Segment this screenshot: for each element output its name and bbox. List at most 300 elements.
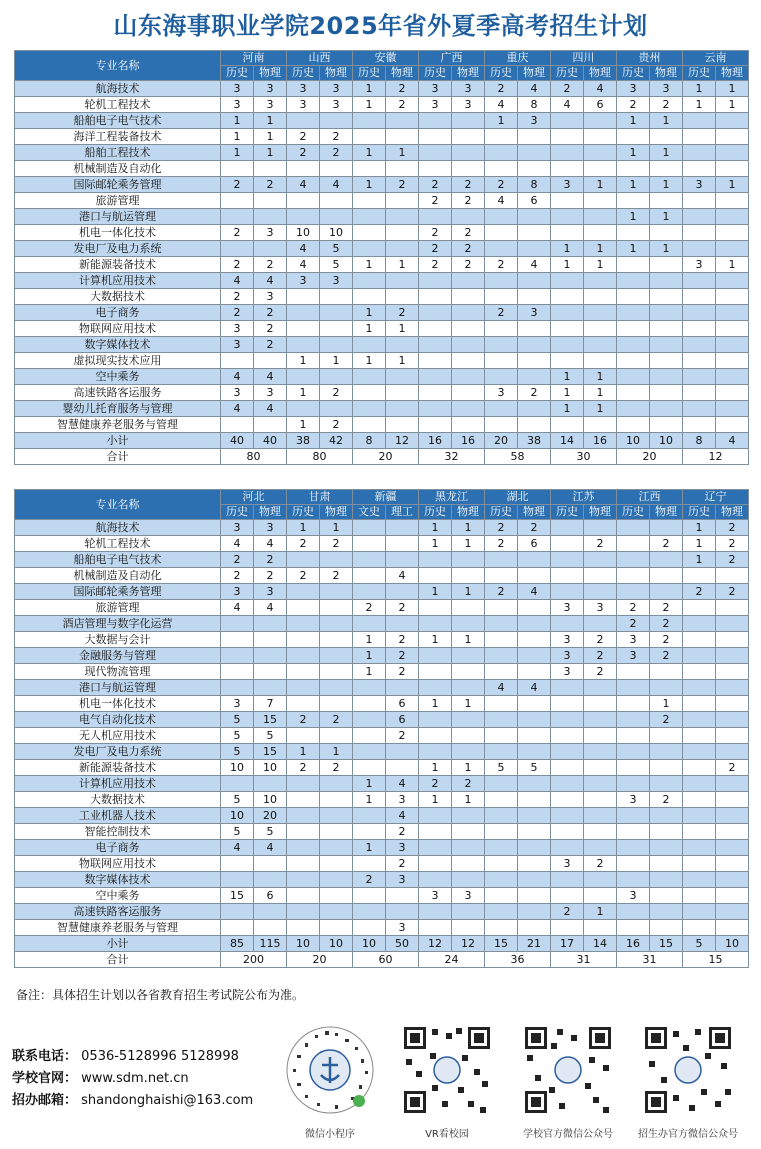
quota-cell bbox=[518, 369, 551, 385]
quota-cell bbox=[254, 241, 287, 257]
quota-cell bbox=[254, 680, 287, 696]
quota-cell: 3 bbox=[320, 97, 353, 113]
quota-cell: 1 bbox=[617, 113, 650, 129]
quota-cell: 2 bbox=[617, 600, 650, 616]
quota-cell: 4 bbox=[386, 776, 419, 792]
quota-cell bbox=[452, 856, 485, 872]
quota-cell bbox=[419, 209, 452, 225]
quota-cell bbox=[320, 632, 353, 648]
subtotal-label: 小计 bbox=[15, 936, 221, 952]
table-row bbox=[15, 81, 749, 97]
quota-cell: 3 bbox=[650, 81, 683, 97]
subtotal-cell: 85 bbox=[221, 936, 254, 952]
quota-cell bbox=[551, 129, 584, 145]
table-row bbox=[15, 760, 749, 776]
quota-cell bbox=[287, 321, 320, 337]
quota-cell bbox=[353, 920, 386, 936]
website-value[interactable]: www.sdm.net.cn bbox=[81, 1071, 189, 1086]
major-name: 无人机应用技术 bbox=[15, 728, 221, 744]
quota-cell bbox=[452, 808, 485, 824]
quota-cell bbox=[716, 824, 749, 840]
quota-cell bbox=[287, 664, 320, 680]
quota-cell bbox=[419, 145, 452, 161]
major-name: 海洋工程装备技术 bbox=[15, 129, 221, 145]
quota-cell bbox=[683, 888, 716, 904]
quota-cell: 2 bbox=[287, 568, 320, 584]
quota-cell: 1 bbox=[353, 321, 386, 337]
quota-cell: 4 bbox=[386, 568, 419, 584]
quota-cell: 1 bbox=[353, 776, 386, 792]
quota-cell bbox=[617, 840, 650, 856]
quota-cell bbox=[386, 241, 419, 257]
province-header: 辽宁 bbox=[683, 490, 749, 505]
footnote: 备注：具体招生计划以各省教育招生考试院公布为准。 bbox=[16, 988, 305, 1002]
quota-cell bbox=[419, 353, 452, 369]
quota-cell: 3 bbox=[254, 225, 287, 241]
quota-cell: 2 bbox=[419, 177, 452, 193]
quota-cell: 2 bbox=[320, 760, 353, 776]
quota-cell: 10 bbox=[221, 808, 254, 824]
major-name-header: 专业名称 bbox=[15, 51, 221, 81]
quota-cell bbox=[221, 904, 254, 920]
quota-cell bbox=[221, 632, 254, 648]
table-row bbox=[15, 808, 749, 824]
quota-cell: 1 bbox=[650, 209, 683, 225]
quota-cell bbox=[551, 920, 584, 936]
quota-cell bbox=[386, 209, 419, 225]
quota-cell: 3 bbox=[551, 177, 584, 193]
quota-cell bbox=[617, 161, 650, 177]
quota-cell bbox=[452, 744, 485, 760]
quota-cell bbox=[419, 808, 452, 824]
quota-cell: 1 bbox=[353, 145, 386, 161]
subtotal-cell: 20 bbox=[485, 433, 518, 449]
table-row bbox=[15, 776, 749, 792]
major-name: 数字媒体技术 bbox=[15, 872, 221, 888]
quota-cell bbox=[716, 696, 749, 712]
table-row bbox=[15, 257, 749, 273]
quota-cell bbox=[485, 241, 518, 257]
quota-cell bbox=[617, 273, 650, 289]
quota-cell bbox=[518, 600, 551, 616]
quota-cell: 1 bbox=[584, 369, 617, 385]
quota-cell bbox=[320, 776, 353, 792]
table-row bbox=[15, 536, 749, 552]
quota-cell: 4 bbox=[221, 600, 254, 616]
quota-cell bbox=[452, 552, 485, 568]
quota-cell bbox=[419, 161, 452, 177]
quota-cell bbox=[254, 856, 287, 872]
quota-cell bbox=[353, 856, 386, 872]
quota-cell: 3 bbox=[221, 520, 254, 536]
quota-cell bbox=[650, 808, 683, 824]
quota-cell bbox=[650, 401, 683, 417]
subject-header: 物理 bbox=[584, 505, 617, 520]
quota-cell bbox=[386, 385, 419, 401]
quota-cell bbox=[320, 305, 353, 321]
quota-cell bbox=[320, 840, 353, 856]
total-cell: 200 bbox=[221, 952, 287, 968]
quota-cell bbox=[221, 664, 254, 680]
subtotal-cell: 115 bbox=[254, 936, 287, 952]
major-name: 国际邮轮乘务管理 bbox=[15, 584, 221, 600]
quota-cell bbox=[650, 728, 683, 744]
quota-cell bbox=[716, 385, 749, 401]
major-name: 轮机工程技术 bbox=[15, 97, 221, 113]
quota-cell bbox=[716, 744, 749, 760]
quota-cell bbox=[419, 129, 452, 145]
table-row bbox=[15, 680, 749, 696]
subject-header: 历史 bbox=[617, 66, 650, 81]
quota-cell bbox=[683, 712, 716, 728]
quota-cell bbox=[584, 273, 617, 289]
quota-cell: 2 bbox=[650, 712, 683, 728]
table-row bbox=[15, 856, 749, 872]
major-name: 机械制造及自动化 bbox=[15, 161, 221, 177]
quota-cell bbox=[650, 193, 683, 209]
major-name: 智慧健康养老服务与管理 bbox=[15, 417, 221, 433]
quota-cell: 3 bbox=[683, 177, 716, 193]
quota-cell bbox=[518, 728, 551, 744]
subtotal-cell: 16 bbox=[419, 433, 452, 449]
quota-cell bbox=[551, 209, 584, 225]
quota-cell: 1 bbox=[254, 113, 287, 129]
quota-cell bbox=[716, 808, 749, 824]
quota-cell bbox=[485, 353, 518, 369]
quota-cell bbox=[386, 616, 419, 632]
quota-cell bbox=[485, 161, 518, 177]
quota-cell bbox=[617, 776, 650, 792]
quota-cell: 2 bbox=[485, 584, 518, 600]
quota-cell bbox=[386, 129, 419, 145]
quota-cell bbox=[683, 401, 716, 417]
quota-cell bbox=[320, 209, 353, 225]
quota-cell bbox=[452, 664, 485, 680]
quota-cell bbox=[551, 824, 584, 840]
quota-cell bbox=[353, 680, 386, 696]
quota-cell bbox=[683, 337, 716, 353]
quota-cell: 1 bbox=[419, 584, 452, 600]
quota-cell: 6 bbox=[254, 888, 287, 904]
quota-cell bbox=[254, 209, 287, 225]
quota-cell: 4 bbox=[551, 97, 584, 113]
quota-cell: 3 bbox=[419, 97, 452, 113]
quota-cell: 3 bbox=[221, 385, 254, 401]
quota-cell bbox=[716, 856, 749, 872]
quota-cell: 1 bbox=[386, 257, 419, 273]
quota-cell: 1 bbox=[353, 632, 386, 648]
quota-cell bbox=[320, 616, 353, 632]
province-header: 广西 bbox=[419, 51, 485, 66]
province-header-row bbox=[15, 490, 749, 505]
quota-cell: 1 bbox=[551, 369, 584, 385]
quota-cell: 1 bbox=[353, 664, 386, 680]
quota-cell: 2 bbox=[650, 792, 683, 808]
major-name: 轮机工程技术 bbox=[15, 536, 221, 552]
quota-cell: 4 bbox=[221, 401, 254, 417]
quota-cell: 4 bbox=[518, 257, 551, 273]
table-row bbox=[15, 273, 749, 289]
quota-cell: 3 bbox=[551, 600, 584, 616]
quota-cell bbox=[683, 824, 716, 840]
quota-cell bbox=[353, 888, 386, 904]
quota-cell bbox=[221, 776, 254, 792]
quota-cell bbox=[716, 321, 749, 337]
quota-cell: 1 bbox=[320, 520, 353, 536]
quota-cell bbox=[584, 289, 617, 305]
quota-cell: 2 bbox=[386, 824, 419, 840]
quota-cell bbox=[716, 888, 749, 904]
quota-cell bbox=[683, 856, 716, 872]
quota-cell bbox=[683, 568, 716, 584]
quota-cell bbox=[287, 696, 320, 712]
total-row bbox=[15, 449, 749, 465]
quota-cell: 1 bbox=[452, 536, 485, 552]
quota-cell bbox=[518, 888, 551, 904]
province-header: 四川 bbox=[551, 51, 617, 66]
quota-cell bbox=[716, 401, 749, 417]
quota-cell: 1 bbox=[683, 536, 716, 552]
total-cell: 31 bbox=[617, 952, 683, 968]
table-row bbox=[15, 520, 749, 536]
major-name: 机电一体化技术 bbox=[15, 696, 221, 712]
quota-cell bbox=[320, 600, 353, 616]
subject-header: 历史 bbox=[551, 505, 584, 520]
quota-cell: 2 bbox=[551, 904, 584, 920]
quota-cell bbox=[518, 289, 551, 305]
quota-cell bbox=[683, 792, 716, 808]
quota-cell bbox=[650, 680, 683, 696]
quota-cell bbox=[353, 417, 386, 433]
quota-cell: 1 bbox=[584, 257, 617, 273]
quota-cell bbox=[320, 824, 353, 840]
quota-cell bbox=[518, 696, 551, 712]
quota-cell bbox=[617, 584, 650, 600]
quota-cell bbox=[518, 840, 551, 856]
email-label: 招办邮箱： bbox=[12, 1093, 78, 1108]
vr-campus-qr-icon[interactable] bbox=[402, 1025, 492, 1115]
quota-cell bbox=[353, 568, 386, 584]
quota-cell bbox=[716, 904, 749, 920]
subject-header: 物理 bbox=[650, 66, 683, 81]
quota-cell bbox=[617, 920, 650, 936]
quota-cell bbox=[419, 305, 452, 321]
quota-cell: 2 bbox=[650, 632, 683, 648]
quota-cell bbox=[716, 305, 749, 321]
quota-cell bbox=[320, 920, 353, 936]
quota-cell bbox=[617, 417, 650, 433]
quota-cell: 3 bbox=[386, 792, 419, 808]
quota-cell: 3 bbox=[551, 664, 584, 680]
school-wechat-qr-icon[interactable] bbox=[523, 1025, 613, 1115]
quota-cell: 2 bbox=[221, 305, 254, 321]
subtotal-row bbox=[15, 433, 749, 449]
province-header: 甘肃 bbox=[287, 490, 353, 505]
quota-cell: 1 bbox=[419, 632, 452, 648]
quota-cell bbox=[320, 888, 353, 904]
quota-cell bbox=[683, 600, 716, 616]
major-name: 电子商务 bbox=[15, 840, 221, 856]
subtotal-label: 小计 bbox=[15, 433, 221, 449]
quota-cell bbox=[320, 648, 353, 664]
quota-cell: 1 bbox=[287, 520, 320, 536]
contact-website bbox=[12, 1068, 253, 1090]
quota-cell bbox=[485, 856, 518, 872]
table-row bbox=[15, 600, 749, 616]
quota-cell: 3 bbox=[551, 648, 584, 664]
quota-cell bbox=[419, 552, 452, 568]
quota-cell: 1 bbox=[584, 904, 617, 920]
quota-cell bbox=[386, 337, 419, 353]
subject-header: 物理 bbox=[518, 505, 551, 520]
quota-cell bbox=[683, 904, 716, 920]
quota-cell bbox=[650, 824, 683, 840]
subject-header: 物理 bbox=[320, 66, 353, 81]
qr-caption-vr: VR看校园 bbox=[425, 1129, 469, 1140]
quota-cell bbox=[353, 712, 386, 728]
quota-cell: 4 bbox=[287, 177, 320, 193]
quota-cell bbox=[485, 417, 518, 433]
quota-cell bbox=[650, 225, 683, 241]
quota-cell: 2 bbox=[386, 97, 419, 113]
quota-cell bbox=[386, 401, 419, 417]
quota-cell bbox=[287, 369, 320, 385]
quota-cell bbox=[485, 712, 518, 728]
mini-program-qr-icon[interactable] bbox=[285, 1025, 375, 1115]
quota-cell bbox=[386, 760, 419, 776]
table-row bbox=[15, 872, 749, 888]
quota-cell bbox=[320, 289, 353, 305]
quota-cell: 5 bbox=[221, 712, 254, 728]
quota-cell bbox=[452, 161, 485, 177]
quota-cell bbox=[716, 664, 749, 680]
quota-cell bbox=[518, 712, 551, 728]
quota-cell: 3 bbox=[254, 584, 287, 600]
quota-cell: 1 bbox=[386, 321, 419, 337]
quota-cell bbox=[386, 680, 419, 696]
total-row bbox=[15, 952, 749, 968]
quota-cell bbox=[683, 241, 716, 257]
quota-cell: 4 bbox=[287, 241, 320, 257]
table-row bbox=[15, 904, 749, 920]
quota-cell: 3 bbox=[584, 600, 617, 616]
quota-cell bbox=[716, 241, 749, 257]
quota-cell bbox=[551, 289, 584, 305]
quota-cell: 5 bbox=[221, 792, 254, 808]
contact-email bbox=[12, 1090, 253, 1112]
quota-cell: 3 bbox=[320, 81, 353, 97]
major-name-header: 专业名称 bbox=[15, 490, 221, 520]
quota-cell bbox=[353, 289, 386, 305]
quota-cell: 3 bbox=[254, 81, 287, 97]
quota-cell bbox=[353, 808, 386, 824]
quota-cell bbox=[353, 193, 386, 209]
table-row bbox=[15, 648, 749, 664]
quota-cell bbox=[320, 728, 353, 744]
quota-cell bbox=[551, 584, 584, 600]
quota-cell bbox=[419, 616, 452, 632]
major-name: 空中乘务 bbox=[15, 369, 221, 385]
email-value[interactable]: shandonghaishi@163.com bbox=[81, 1093, 254, 1108]
quota-cell: 4 bbox=[221, 273, 254, 289]
quota-cell bbox=[617, 129, 650, 145]
quota-cell bbox=[419, 568, 452, 584]
quota-cell bbox=[485, 840, 518, 856]
quota-cell bbox=[320, 337, 353, 353]
total-cell: 20 bbox=[287, 952, 353, 968]
quota-cell: 4 bbox=[485, 193, 518, 209]
quota-cell bbox=[320, 113, 353, 129]
quota-cell bbox=[617, 385, 650, 401]
major-name: 机电一体化技术 bbox=[15, 225, 221, 241]
quota-cell: 1 bbox=[617, 145, 650, 161]
quota-cell: 1 bbox=[584, 177, 617, 193]
quota-cell bbox=[584, 353, 617, 369]
quota-cell bbox=[452, 712, 485, 728]
quota-cell: 2 bbox=[386, 81, 419, 97]
total-cell: 31 bbox=[551, 952, 617, 968]
subtotal-cell: 15 bbox=[650, 936, 683, 952]
major-name: 船舶工程技术 bbox=[15, 145, 221, 161]
quota-cell bbox=[287, 840, 320, 856]
quota-cell bbox=[518, 856, 551, 872]
quota-cell bbox=[452, 209, 485, 225]
quota-cell bbox=[518, 145, 551, 161]
major-name: 航海技术 bbox=[15, 520, 221, 536]
quota-cell bbox=[617, 872, 650, 888]
quota-cell bbox=[452, 337, 485, 353]
quota-cell: 2 bbox=[716, 760, 749, 776]
quota-cell bbox=[353, 616, 386, 632]
quota-cell: 2 bbox=[287, 536, 320, 552]
quota-cell bbox=[584, 113, 617, 129]
quota-cell: 2 bbox=[452, 241, 485, 257]
quota-cell: 2 bbox=[386, 648, 419, 664]
table-row bbox=[15, 241, 749, 257]
quota-cell: 2 bbox=[320, 385, 353, 401]
quota-cell bbox=[485, 225, 518, 241]
quota-cell bbox=[584, 680, 617, 696]
subject-header: 历史 bbox=[287, 505, 320, 520]
quota-cell: 3 bbox=[452, 81, 485, 97]
table-row bbox=[15, 209, 749, 225]
contact-phone bbox=[12, 1046, 253, 1068]
province-header: 贵州 bbox=[617, 51, 683, 66]
table-row bbox=[15, 632, 749, 648]
quota-cell: 2 bbox=[287, 129, 320, 145]
quota-cell bbox=[551, 305, 584, 321]
quota-cell bbox=[353, 401, 386, 417]
quota-cell bbox=[716, 145, 749, 161]
quota-cell bbox=[221, 353, 254, 369]
total-cell: 20 bbox=[353, 449, 419, 465]
quota-cell bbox=[353, 273, 386, 289]
quota-cell bbox=[683, 664, 716, 680]
quota-cell bbox=[617, 728, 650, 744]
subtotal-cell: 10 bbox=[617, 433, 650, 449]
quota-cell bbox=[353, 113, 386, 129]
subtotal-cell: 4 bbox=[716, 433, 749, 449]
subtotal-cell: 40 bbox=[221, 433, 254, 449]
quota-cell: 2 bbox=[683, 584, 716, 600]
quota-cell: 3 bbox=[221, 584, 254, 600]
quota-cell: 2 bbox=[485, 81, 518, 97]
quota-cell bbox=[386, 273, 419, 289]
admission-wechat-qr-icon[interactable] bbox=[643, 1025, 733, 1115]
quota-cell: 10 bbox=[320, 225, 353, 241]
quota-cell: 2 bbox=[650, 536, 683, 552]
major-name: 空中乘务 bbox=[15, 888, 221, 904]
